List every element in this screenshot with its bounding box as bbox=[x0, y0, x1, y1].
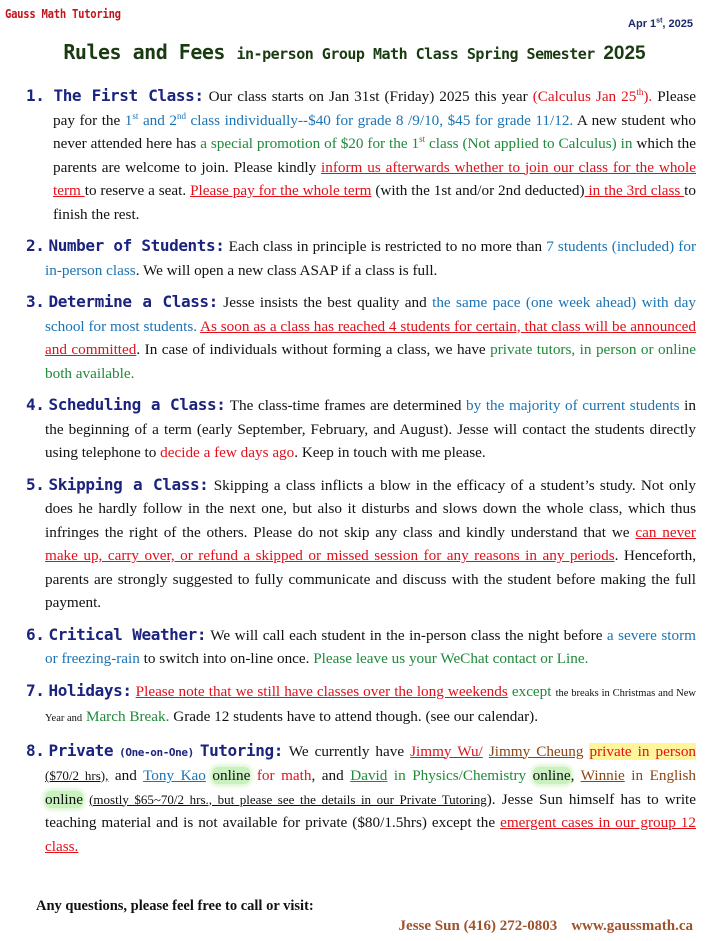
brand-name: Gauss Math Tutoring bbox=[5, 7, 121, 21]
document-date: Apr 1st, 2025 bbox=[628, 17, 693, 30]
rule-holidays: 7. Holidays: Please note that we still have classes over the long weekends except the breaks in Christmas and New Year and March Break. Grade 12 students have to attend though. (see our calendar). bbox=[26, 680, 696, 725]
rule-number-of-students: 2. Number of Students: Each class in principle is restricted to no more than 7 students (included) for in-person class. We will open a new class ASAP if a class is full. bbox=[26, 236, 697, 279]
tutor-winnie: Winnie bbox=[580, 767, 625, 784]
rule-skipping-class: 5. Skipping a Class: Skipping a class inflicts a blow in the efficacy of a student’s study. Not only does he hardly follow in the next one, but also it disturbs and slows down the whole class, which thus infringes the right of the others. Please do not skip any class and kindly understand that we can never make up, carry over, or refund a skipped or missed session for any reasons in any periods. Henceforth, parents are strongly suggested to fully communicate and discuss with the student before making the full payment. bbox=[26, 474, 696, 611]
rule-heading: Holidays: bbox=[48, 680, 132, 700]
rule-scheduling-class: 4. Scheduling a Class: The class-time frames are determined by the majority of current students in the beginning of a term (early September, February, and August). Jesse will contact the students directly using telephone to decide a few days ago. Keep in touch with me please. bbox=[26, 395, 696, 461]
rule-critical-weather: 6. Critical Weather: We will call each student in the in-person class the night before a severe storm or freezing-rain to switch into on-line once. Please leave us your WeChat contact or Line. bbox=[26, 624, 696, 667]
rule-determine-class: 3. Determine a Class: Jesse insists the best quality and the same pace (one week ahead) with day school for most students. As soon as a class has reached 4 students for certain, that class will be announced and committed. In case of individuals without forming a class, we have private tutors, in person or online both available. bbox=[26, 292, 696, 382]
rule-heading: Number of Students: bbox=[48, 236, 225, 255]
rule-heading: Critical Weather: bbox=[48, 624, 207, 644]
rule-heading: Determine a Class: bbox=[48, 292, 218, 311]
contact-phone[interactable]: Jesse Sun (416) 272-0803 bbox=[398, 918, 558, 934]
tutor-tony-kao: Tony Kao bbox=[143, 767, 206, 784]
rule-first-class: 1. The First Class: Our class starts on Jan 31st (Friday) 2025 this year (Calculus Jan 25th). Please pay for the 1st and 2nd class individually--$40 for grade 8 /9/10, $45 for grade 11/12. A new student who never attended here has a special promotion of $20 for the 1st class (Not applied to Calculus) in which the parents are welcome to join. Please kindly inform us afterwards whether to join our class for the whole term to reserve a seat. Please pay for the whole term (with the 1st and/or 2nd deducted) in the 3rd class to finish the rest. bbox=[26, 86, 697, 223]
rules-list bbox=[26, 84, 696, 866]
rule-heading: Private bbox=[48, 740, 114, 760]
rule-heading: Skipping a Class: bbox=[48, 474, 209, 494]
tutor-david: David bbox=[350, 767, 388, 784]
rule-heading: Scheduling a Class: bbox=[48, 395, 226, 414]
tutor-jimmy-cheung: Jimmy Cheung bbox=[488, 742, 584, 760]
rule-private-tutoring: 8. Private (One-on-One) Tutoring: We currently have Jimmy Wu/ Jimmy Cheung private in person ($70/2 hrs), and Tony Kao online for math, and David in Physics/Chemistry online, Winnie in English online (mostly $65~70/2 hrs., but please see the details in our Private Tutoring). Jesse Sun himself has to write teaching material and is not available for private ($80/1.5hrs) except the emergent cases in our group 12 class. bbox=[26, 740, 697, 855]
rule-heading: The First Class: bbox=[53, 86, 204, 105]
contact-prompt: Any questions, please feel free to call or visit: bbox=[36, 898, 314, 914]
website-link[interactable]: www.gaussmath.ca bbox=[571, 918, 693, 934]
tutor-jimmy-wu: Jimmy Wu/ bbox=[410, 742, 483, 760]
contact-info bbox=[399, 918, 693, 935]
page-title: Rules and Fees in-person Group Math Class Spring Semester 2025 bbox=[63, 40, 646, 64]
